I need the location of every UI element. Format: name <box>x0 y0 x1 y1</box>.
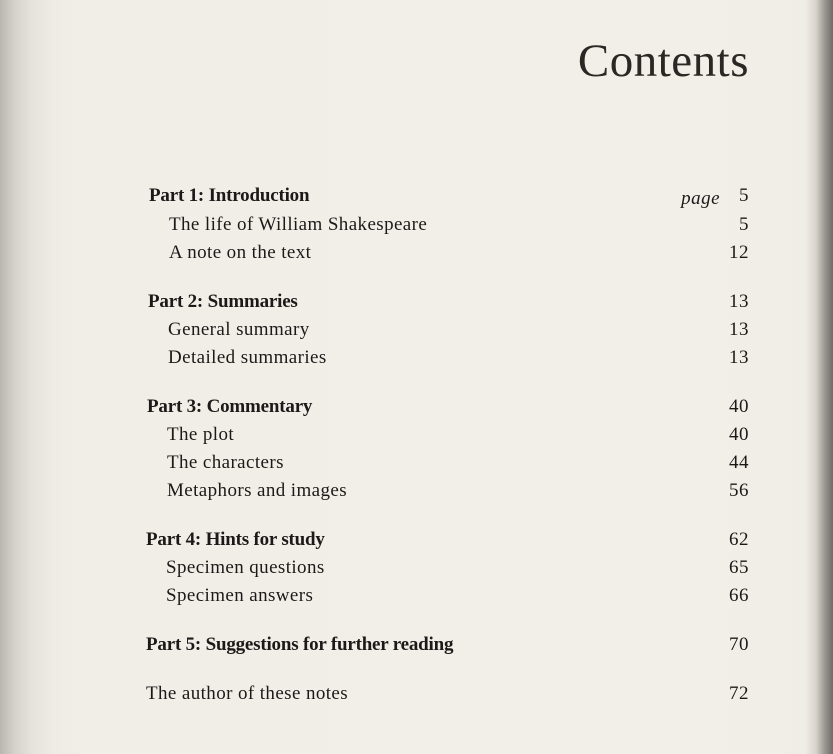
toc-entry-part-4[interactable] <box>0 527 833 553</box>
toc-entry-metaphors-and-images[interactable] <box>0 478 833 504</box>
toc-page-number: 56 <box>729 480 749 501</box>
toc-label: Detailed summaries <box>168 347 327 368</box>
toc-entry-life-of-shakespeare[interactable] <box>0 212 833 238</box>
toc-entry-author-notes[interactable] <box>0 681 833 707</box>
toc-label: Part 5: Suggestions for further reading <box>146 634 454 655</box>
toc-page-number: 70 <box>729 634 749 655</box>
toc-entry-specimen-answers[interactable] <box>0 583 833 609</box>
toc-label: Part 1: Introduction <box>149 185 310 206</box>
toc-page-number: 5 <box>739 214 749 235</box>
toc-entry-the-plot[interactable] <box>0 422 833 448</box>
toc-page-number: 40 <box>729 424 749 445</box>
toc-entry-part-5[interactable] <box>0 632 833 658</box>
toc-label: The plot <box>167 424 235 445</box>
toc-entry-part-3[interactable] <box>0 394 833 420</box>
toc-label: A note on the text <box>169 242 312 263</box>
toc-label: Specimen answers <box>166 585 314 606</box>
toc-label: Part 4: Hints for study <box>146 529 325 550</box>
toc-label: Metaphors and images <box>167 480 348 501</box>
toc-page-number: 65 <box>729 557 749 578</box>
toc-entry-detailed-summaries[interactable] <box>0 345 833 371</box>
toc-label: Part 2: Summaries <box>148 291 298 312</box>
toc-page-number: 62 <box>729 529 749 550</box>
toc-label: Specimen questions <box>166 557 325 578</box>
toc-entry-general-summary[interactable] <box>0 317 833 343</box>
toc-page-number: 5 <box>739 185 749 206</box>
page-word: page <box>681 188 720 209</box>
toc-entry-part-2[interactable] <box>0 289 833 315</box>
toc-label: Part 3: Commentary <box>147 396 313 417</box>
toc-page-number: 12 <box>729 242 749 263</box>
toc-entry-the-characters[interactable] <box>0 450 833 476</box>
toc-label: The characters <box>167 452 284 473</box>
toc-page-number: 66 <box>729 585 749 606</box>
toc-entry-part-1[interactable] <box>0 183 833 209</box>
toc-label: The author of these notes <box>146 683 349 704</box>
page-title: Contents <box>577 35 749 87</box>
toc-entry-note-on-text[interactable] <box>0 240 833 266</box>
toc-entry-specimen-questions[interactable] <box>0 555 833 581</box>
toc-page-number: 72 <box>729 683 749 704</box>
toc-page-number: 13 <box>729 319 749 340</box>
toc-page-number: 40 <box>729 396 749 417</box>
toc-label: General summary <box>168 319 310 340</box>
toc-page-number: 13 <box>729 291 749 312</box>
toc-page-number: 44 <box>729 452 749 473</box>
toc-page-number: 13 <box>729 347 749 368</box>
toc-label: The life of William Shakespeare <box>169 214 428 235</box>
